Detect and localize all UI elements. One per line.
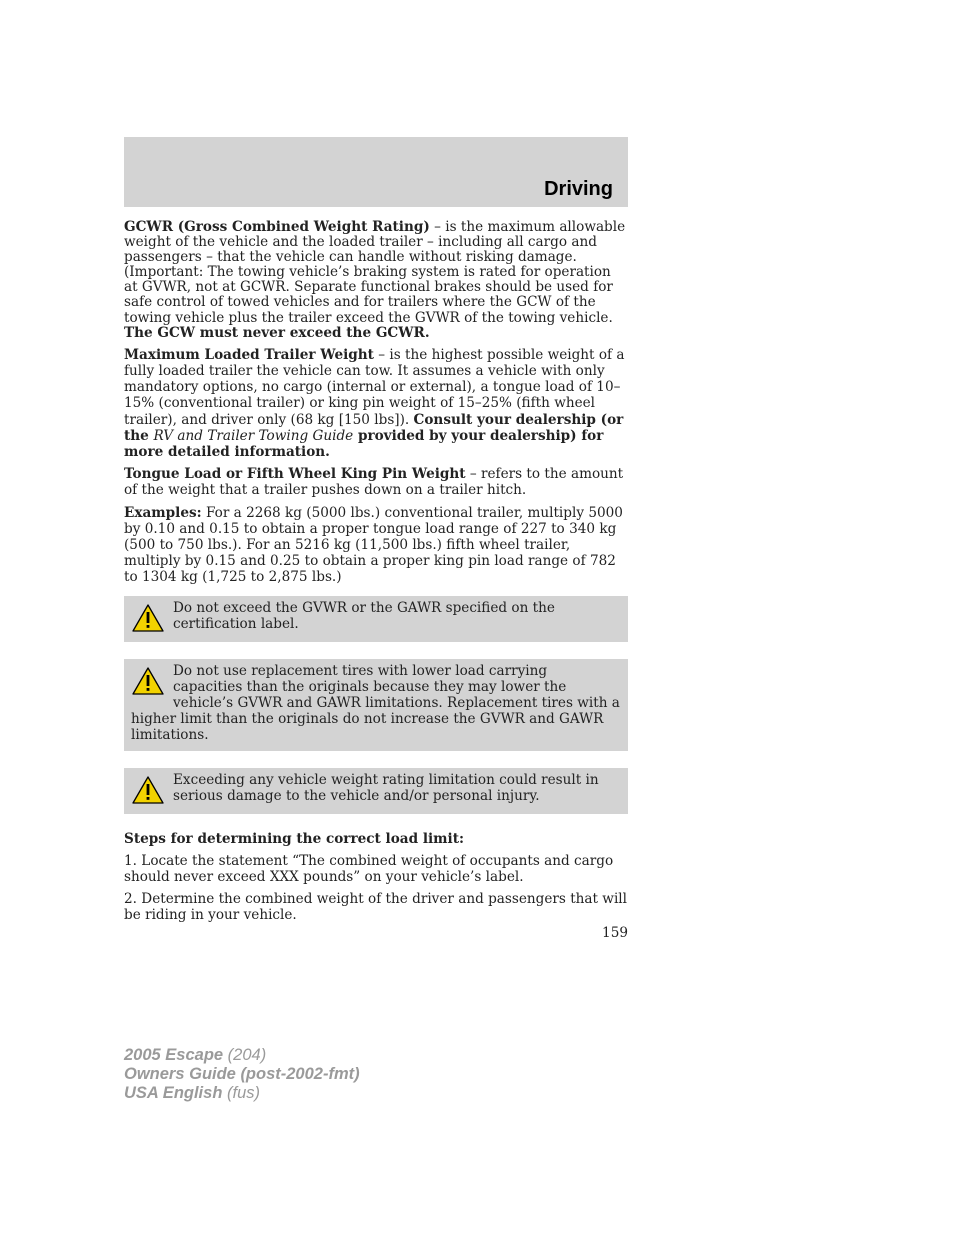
tongue-paragraph bbox=[124, 466, 628, 498]
max-loaded-bold-a: Consult your dealership (or the bbox=[124, 411, 624, 444]
warning-triangle-icon bbox=[131, 775, 165, 807]
footer-line-guide: Owners Guide (post-2002-fmt) bbox=[124, 1065, 360, 1083]
step-item: 2. Determine the combined weight of the driver and passengers that will be riding in your vehicle. bbox=[124, 891, 627, 924]
max-loaded-paragraph bbox=[124, 347, 628, 460]
warning-box bbox=[124, 596, 628, 642]
gcwr-bold-tail: The GCW must never exceed the GCWR. bbox=[124, 324, 430, 341]
section-title: Driving bbox=[544, 178, 613, 200]
examples-paragraph bbox=[124, 505, 628, 586]
step-item: 1. Locate the statement “The combined weight of occupants and cargo should never exceed XXX pounds” on your vehicle’s label. bbox=[124, 852, 614, 886]
tongue-text: – refers to the amount of the weight that a trailer pushes down on a trailer hitch. bbox=[124, 466, 624, 499]
warning-triangle-icon bbox=[131, 603, 165, 635]
footer-line-language: USA English (fus) bbox=[124, 1084, 260, 1102]
gcwr-text: – is the maximum allowable weight of the vehicle and the loaded trailer – including all cargo and passengers – that the vehicle can handle without risking damage. (Important: The towing vehicle’s braking system is rated for operation at GVWR, not at GCWR. Separate functional brakes should be used for safe control of towed vehicles and for trailers where the GCW of the towing vehicle plus the trailer exceed the GVWR of the towing vehicle. bbox=[124, 219, 626, 326]
warning-triangle-icon bbox=[131, 666, 165, 698]
max-loaded-bold-b: provided by your dealership) for more detailed information. bbox=[124, 427, 604, 460]
gcwr-paragraph bbox=[124, 220, 628, 341]
warning-text: Do not use replacement tires with lower load carrying capacities than the originals because they may lower the vehicle’s GVWR and GAWR limitations. Replacement tires with a higher limit than the originals do not increase the GVWR and GAWR limitations. bbox=[131, 662, 620, 744]
section-header bbox=[124, 137, 628, 207]
document-footer bbox=[124, 1046, 360, 1103]
steps-heading: Steps for determining the correct load limit: bbox=[124, 830, 465, 847]
footer-line-model: 2005 Escape (204) bbox=[124, 1046, 267, 1064]
warning-box bbox=[124, 659, 628, 751]
examples-term: Examples: bbox=[124, 504, 202, 521]
warning-box bbox=[124, 768, 628, 814]
max-loaded-term: Maximum Loaded Trailer Weight bbox=[124, 346, 374, 363]
examples-text: For a 2268 kg (5000 lbs.) conventional trailer, multiply 5000 by 0.10 and 0.15 to obtain a proper tongue load range of 227 to 340 kg (500 to 750 lbs.). For an 5216 kg (11,500 lbs.) fifth wheel trailer, multiply by 0.15 and 0.25 to obtain a proper king pin load range of 782 to 1304 kg (1,725 to 2,875 lbs.) bbox=[124, 504, 623, 586]
max-loaded-text: – is the highest possible weight of a fully loaded trailer the vehicle can tow. It assumes a vehicle with only mandatory options, no cargo (internal or external), a tongue load of 10–15% (conventional trailer) or king pin weight of 15–25% (fifth wheel trailer), and driver only (68 kg [150 lbs]). bbox=[124, 346, 625, 428]
warning-text: Exceeding any vehicle weight rating limitation could result in serious damage to the vehicle and/or personal injury. bbox=[173, 771, 599, 804]
gcwr-term: GCWR (Gross Combined Weight Rating) bbox=[124, 219, 430, 235]
page-number: 159 bbox=[602, 925, 628, 941]
page-content bbox=[124, 220, 628, 930]
towing-guide-title: RV and Trailer Towing Guide bbox=[153, 427, 354, 444]
warning-text: Do not exceed the GVWR or the GAWR specified on the certification label. bbox=[173, 599, 555, 632]
tongue-term: Tongue Load or Fifth Wheel King Pin Weight bbox=[124, 466, 466, 483]
